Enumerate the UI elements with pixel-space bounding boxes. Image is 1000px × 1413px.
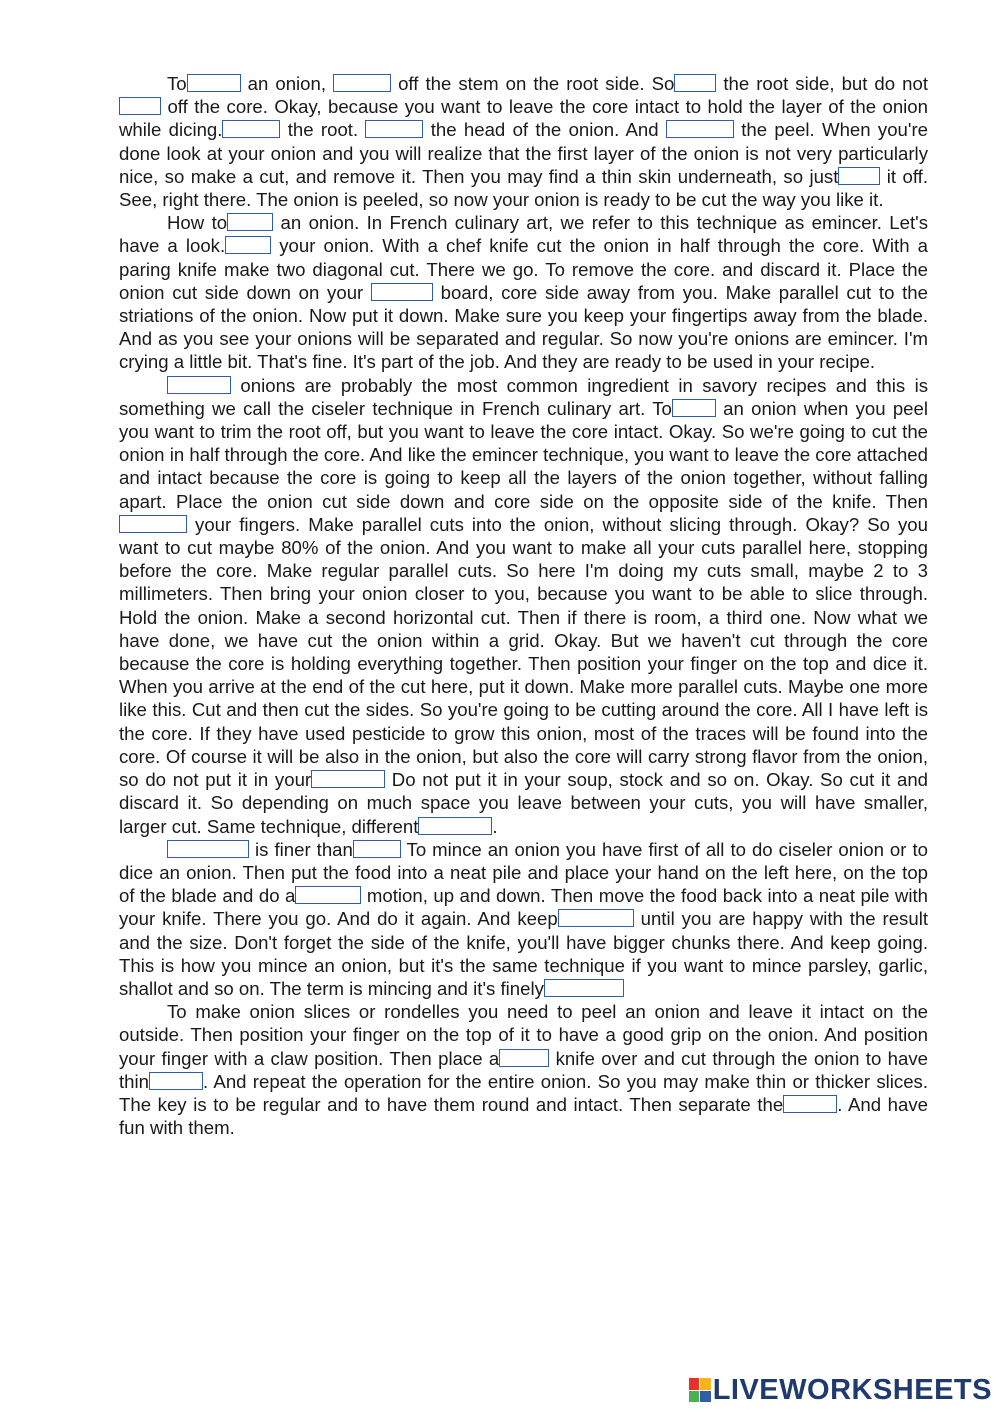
worksheet-text bbox=[119, 72, 928, 1139]
answer-blank-16[interactable] bbox=[418, 817, 492, 835]
answer-blank-2[interactable] bbox=[333, 74, 391, 92]
text-run: off the core. Okay, because you want to leave the core intact to hold the layer of the onion while dicing. bbox=[119, 96, 928, 141]
text-run: the peel. When you're done look at your onion and you will realize that the first layer of the onion is not very particularly nice, so make a cut, and remove it. Then you may find a thin skin underneath, so just bbox=[119, 119, 928, 187]
text-run: knife over and cut through the onion to have thin bbox=[119, 1047, 928, 1092]
answer-blank-21[interactable] bbox=[544, 979, 624, 997]
answer-blank-14[interactable] bbox=[119, 515, 187, 533]
text-run: . And repeat the operation for the entire onion. So you may make thin or thicker slices. The key is to be regular and to have them round and intact. Then separate the bbox=[119, 1070, 928, 1115]
answer-blank-15[interactable] bbox=[311, 770, 385, 788]
logo-grid-icon bbox=[689, 1378, 711, 1402]
answer-blank-8[interactable] bbox=[838, 167, 880, 185]
answer-blank-10[interactable] bbox=[225, 236, 271, 254]
answer-blank-24[interactable] bbox=[783, 1095, 837, 1113]
paragraph-2 bbox=[119, 211, 928, 373]
text-run: the root. bbox=[280, 119, 366, 141]
answer-blank-22[interactable] bbox=[499, 1049, 549, 1067]
brand-name: LIVEWORKSHEETS bbox=[712, 1374, 992, 1406]
text-run: an onion. In French culinary art, we refer to this technique as emincer. Let's have a look. bbox=[119, 212, 928, 257]
paragraph-3 bbox=[119, 374, 928, 838]
answer-blank-9[interactable] bbox=[227, 213, 273, 231]
text-run: your onion. With a chef knife cut the onion in half through the core. With a paring knife make two diagonal cut. There we go. To remove the core. and discard it. Place the onion cut side down on your bbox=[119, 235, 928, 303]
liveworksheets-logo bbox=[689, 1375, 992, 1405]
text-run: an onion when you peel you want to trim the root off, but you want to leave the core intact. Okay. So we're going to cut the onion in half through the core. And like the emincer technique, you want to leave the core attached and intact because the core is going to keep all the layers of the onion together, without falling apart. Place the onion cut side down and core side on the opposite side of the knife. Then bbox=[119, 397, 928, 512]
text-run: off the stem on the root side. So bbox=[391, 73, 675, 94]
text-run: motion, up and down. Then move the food back into a neat pile with your knife. There you go. And do it again. And keep bbox=[119, 885, 928, 930]
text-run: To bbox=[167, 73, 187, 94]
text-run: the root side, but do not bbox=[716, 73, 928, 94]
paragraph-1 bbox=[119, 72, 928, 211]
answer-blank-17[interactable] bbox=[167, 840, 249, 858]
answer-blank-4[interactable] bbox=[119, 97, 161, 115]
answer-blank-5[interactable] bbox=[222, 120, 280, 138]
answer-blank-20[interactable] bbox=[558, 909, 634, 927]
answer-blank-6[interactable] bbox=[365, 120, 423, 138]
answer-blank-12[interactable] bbox=[167, 376, 231, 394]
text-run: is finer than bbox=[249, 838, 353, 860]
text-run: . And have fun with them. bbox=[119, 1093, 928, 1139]
text-run: your fingers. Make parallel cuts into the onion, without slicing through. Okay? So you want to cut maybe 80% of the onion. And you want to make all your cuts parallel here, stopping before the core. Make regular parallel cuts. So here I'm doing my cuts small, maybe 2 to 3 millimeters. Then bring your onion closer to you, because you want to be able to slice through. Hold the onion. Make a second horizontal cut. Then if there is room, a third one. Now what we have done, we have cut the onion within a grid. Okay. But we haven't cut through the core because the core is holding everything together. Then position your finger on the top and dice it. When you arrive at the end of the cut here, put it down. Make more parallel cuts. Maybe one more like this. Cut and then cut the sides. So you're going to be cutting around the core. All I have left is the core. If they have used pesticide to grow this onion, most of the traces will be found into the core. Of course it will be also in the onion, but also the core will carry strong flavor from the onion, so do not put it in your bbox=[119, 513, 928, 791]
text-run: . bbox=[492, 815, 498, 837]
answer-blank-11[interactable] bbox=[371, 283, 433, 301]
answer-blank-7[interactable] bbox=[666, 120, 734, 138]
text-run: How to bbox=[167, 212, 228, 234]
text-run: To make onion slices or rondelles you need to peel an onion and leave it intact on the outside. Then position your finger on the top of it to have a good grip on the onion. And position your finger with a claw position. Then place a bbox=[119, 1001, 928, 1069]
text-run: the head of the onion. And bbox=[423, 119, 666, 141]
answer-blank-23[interactable] bbox=[149, 1072, 203, 1090]
answer-blank-13[interactable] bbox=[672, 399, 716, 417]
paragraph-4 bbox=[119, 838, 928, 1000]
answer-blank-19[interactable] bbox=[295, 886, 361, 904]
answer-blank-3[interactable] bbox=[674, 74, 716, 92]
text-run: it off. See, right there. The onion is peeled, so now your onion is ready to be cut the way you like it. bbox=[119, 165, 928, 211]
text-run: onions are probably the most common ingredient in savory recipes and this is something we call the ciseler technique in French culinary art. To bbox=[119, 374, 928, 419]
text-run: until you are happy with the result and the size. Don't forget the side of the knife, you'll have bigger chunks there. And keep going. This is how you mince an onion, but it's the same technique if you want to mince parsley, garlic, shallot and so on. The term is mincing and it's finely bbox=[119, 908, 928, 999]
answer-blank-1[interactable] bbox=[187, 74, 241, 92]
answer-blank-18[interactable] bbox=[353, 840, 401, 858]
text-run: an onion, bbox=[240, 73, 334, 94]
text-run: Do not put it in your soup, stock and so on. Okay. So cut it and discard it. So depending on much space you leave between your cuts, you will have smaller, larger cut. Same technique, different bbox=[119, 769, 928, 837]
text-run: board, core side away from you. Make parallel cut to the striations of the onion. Now put it down. Make sure you keep your fingertips away from the blade. And as you see your onions will be separated and regular. So now you're onions are emincer. I'm crying a little bit. That's fine. It's part of the job. And they are ready to be used in your recipe. bbox=[119, 281, 928, 373]
paragraph-5 bbox=[119, 1000, 928, 1139]
text-run: To mince an onion you have first of all to do ciseler onion or to dice an onion. Then put the food into a neat pile and place your hand on the left here, on the top of the blade and do a bbox=[119, 838, 928, 907]
